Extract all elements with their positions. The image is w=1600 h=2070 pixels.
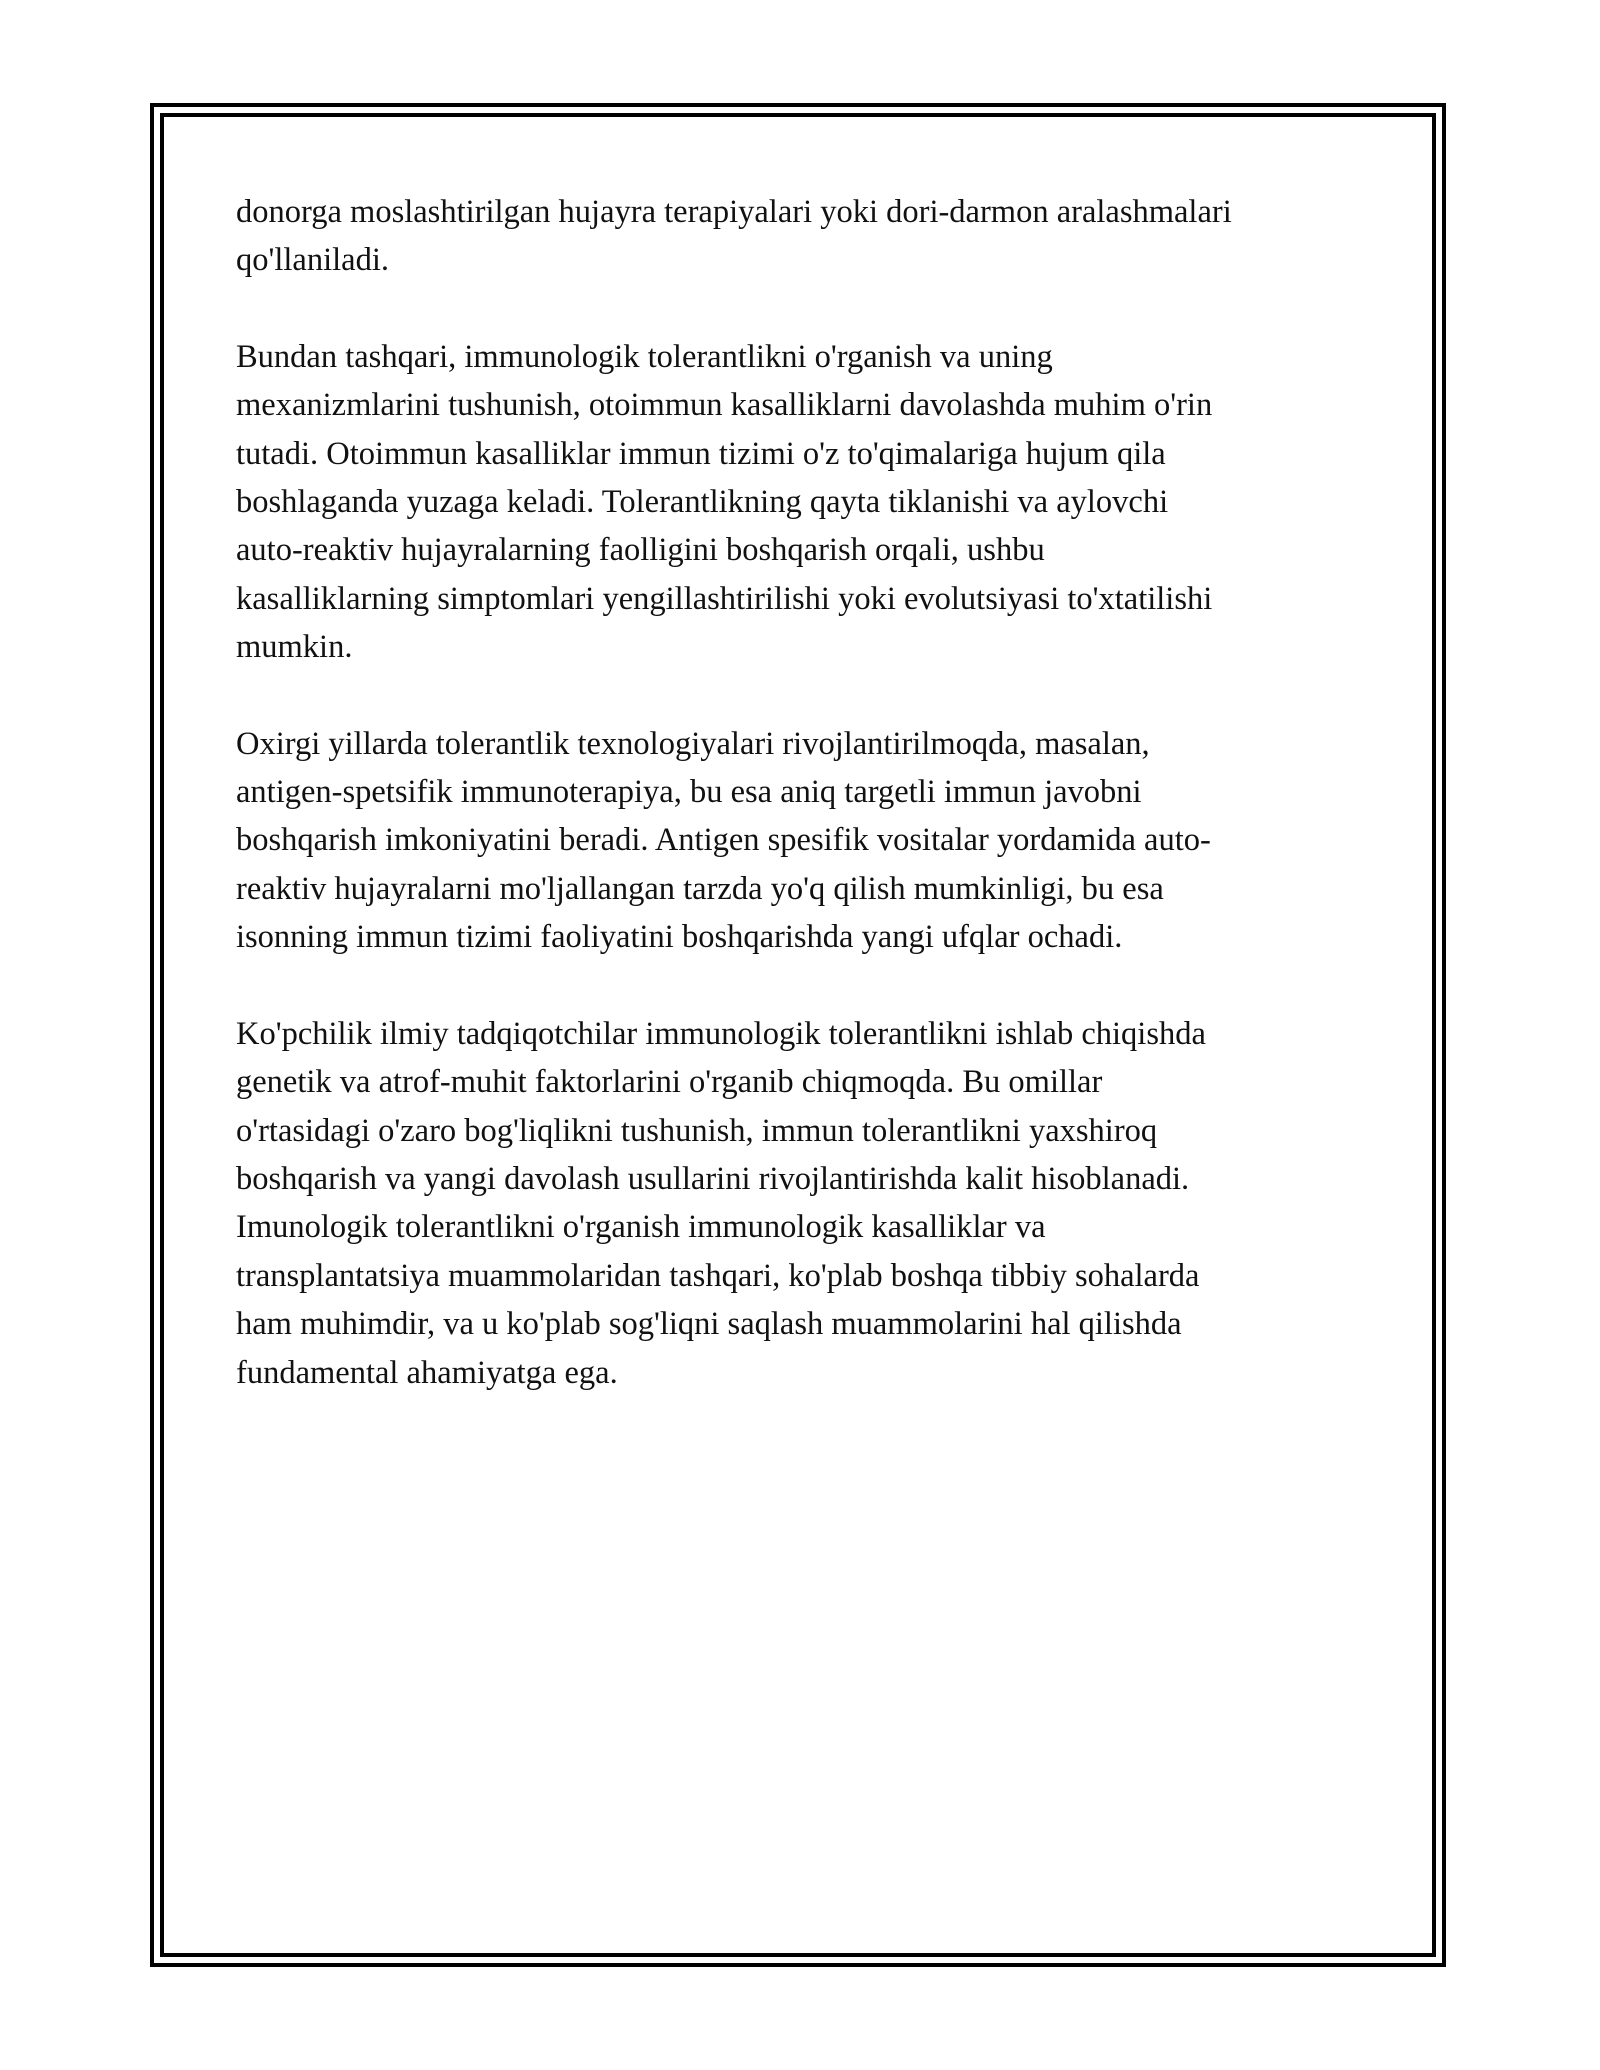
document-body <box>236 188 1376 1445</box>
paragraph: donorga moslashtirilgan hujayra terapiyalari yoki dori-darmon aralashmalari qo'llaniladi. <box>236 194 1232 279</box>
paragraph: Bundan tashqari, immunologik tolerantlikni o'rganish va uning mexanizmlarini tushunish, otoimmun kasalliklarni davolashda muhim o'rin tutadi. Otoimmun kasalliklar immun tizimi o'z to'qimalariga hujum qila boshlaganda yuzaga keladi. Tolerantlikning qayta tiklanishi va aylovchi auto-reaktiv hujayralarning faolligini boshqarish orqali, ushbu kasalliklarning simptomlari yengillashtirilishi yoki evolutsiyasi to'xtatilishi mumkin. <box>236 338 1213 666</box>
paragraph: Oxirgi yillarda tolerantlik texnologiyalari rivojlantirilmoqda, masalan, antigen-spetsifik immunoterapiya, bu esa aniq targetli immun javobni boshqarish imkoniyatini beradi. Antigen spesifik vositalar yordamida auto- reaktiv hujayralarni mo'ljallangan tarzda yo'q qilish mumkinligi, bu esa isonning immun tizimi faoliyatini boshqarishda yangi ufqlar ochadi. <box>236 725 1211 956</box>
paragraph: Ko'pchilik ilmiy tadqiqotchilar immunologik tolerantlikni ishlab chiqishda genetik va atrof-muhit faktorlarini o'rganib chiqmoqda. Bu omillar o'rtasidagi o'zaro bog'liqlikni tushunish, immun tolerantlikni yaxshiroq boshqarish va yangi davolash usullarini rivojlantirishda kalit hisoblanadi. Imunologik tolerantlikni o'rganish immunologik kasalliklar va transplantatsiya muammolaridan tashqari, ko'plab boshqa tibbiy sohalarda ham muhimdir, va u ko'plab sog'liqni saqlash muammolarini hal qilishda fundamental ahamiyatga ega. <box>236 1015 1206 1391</box>
